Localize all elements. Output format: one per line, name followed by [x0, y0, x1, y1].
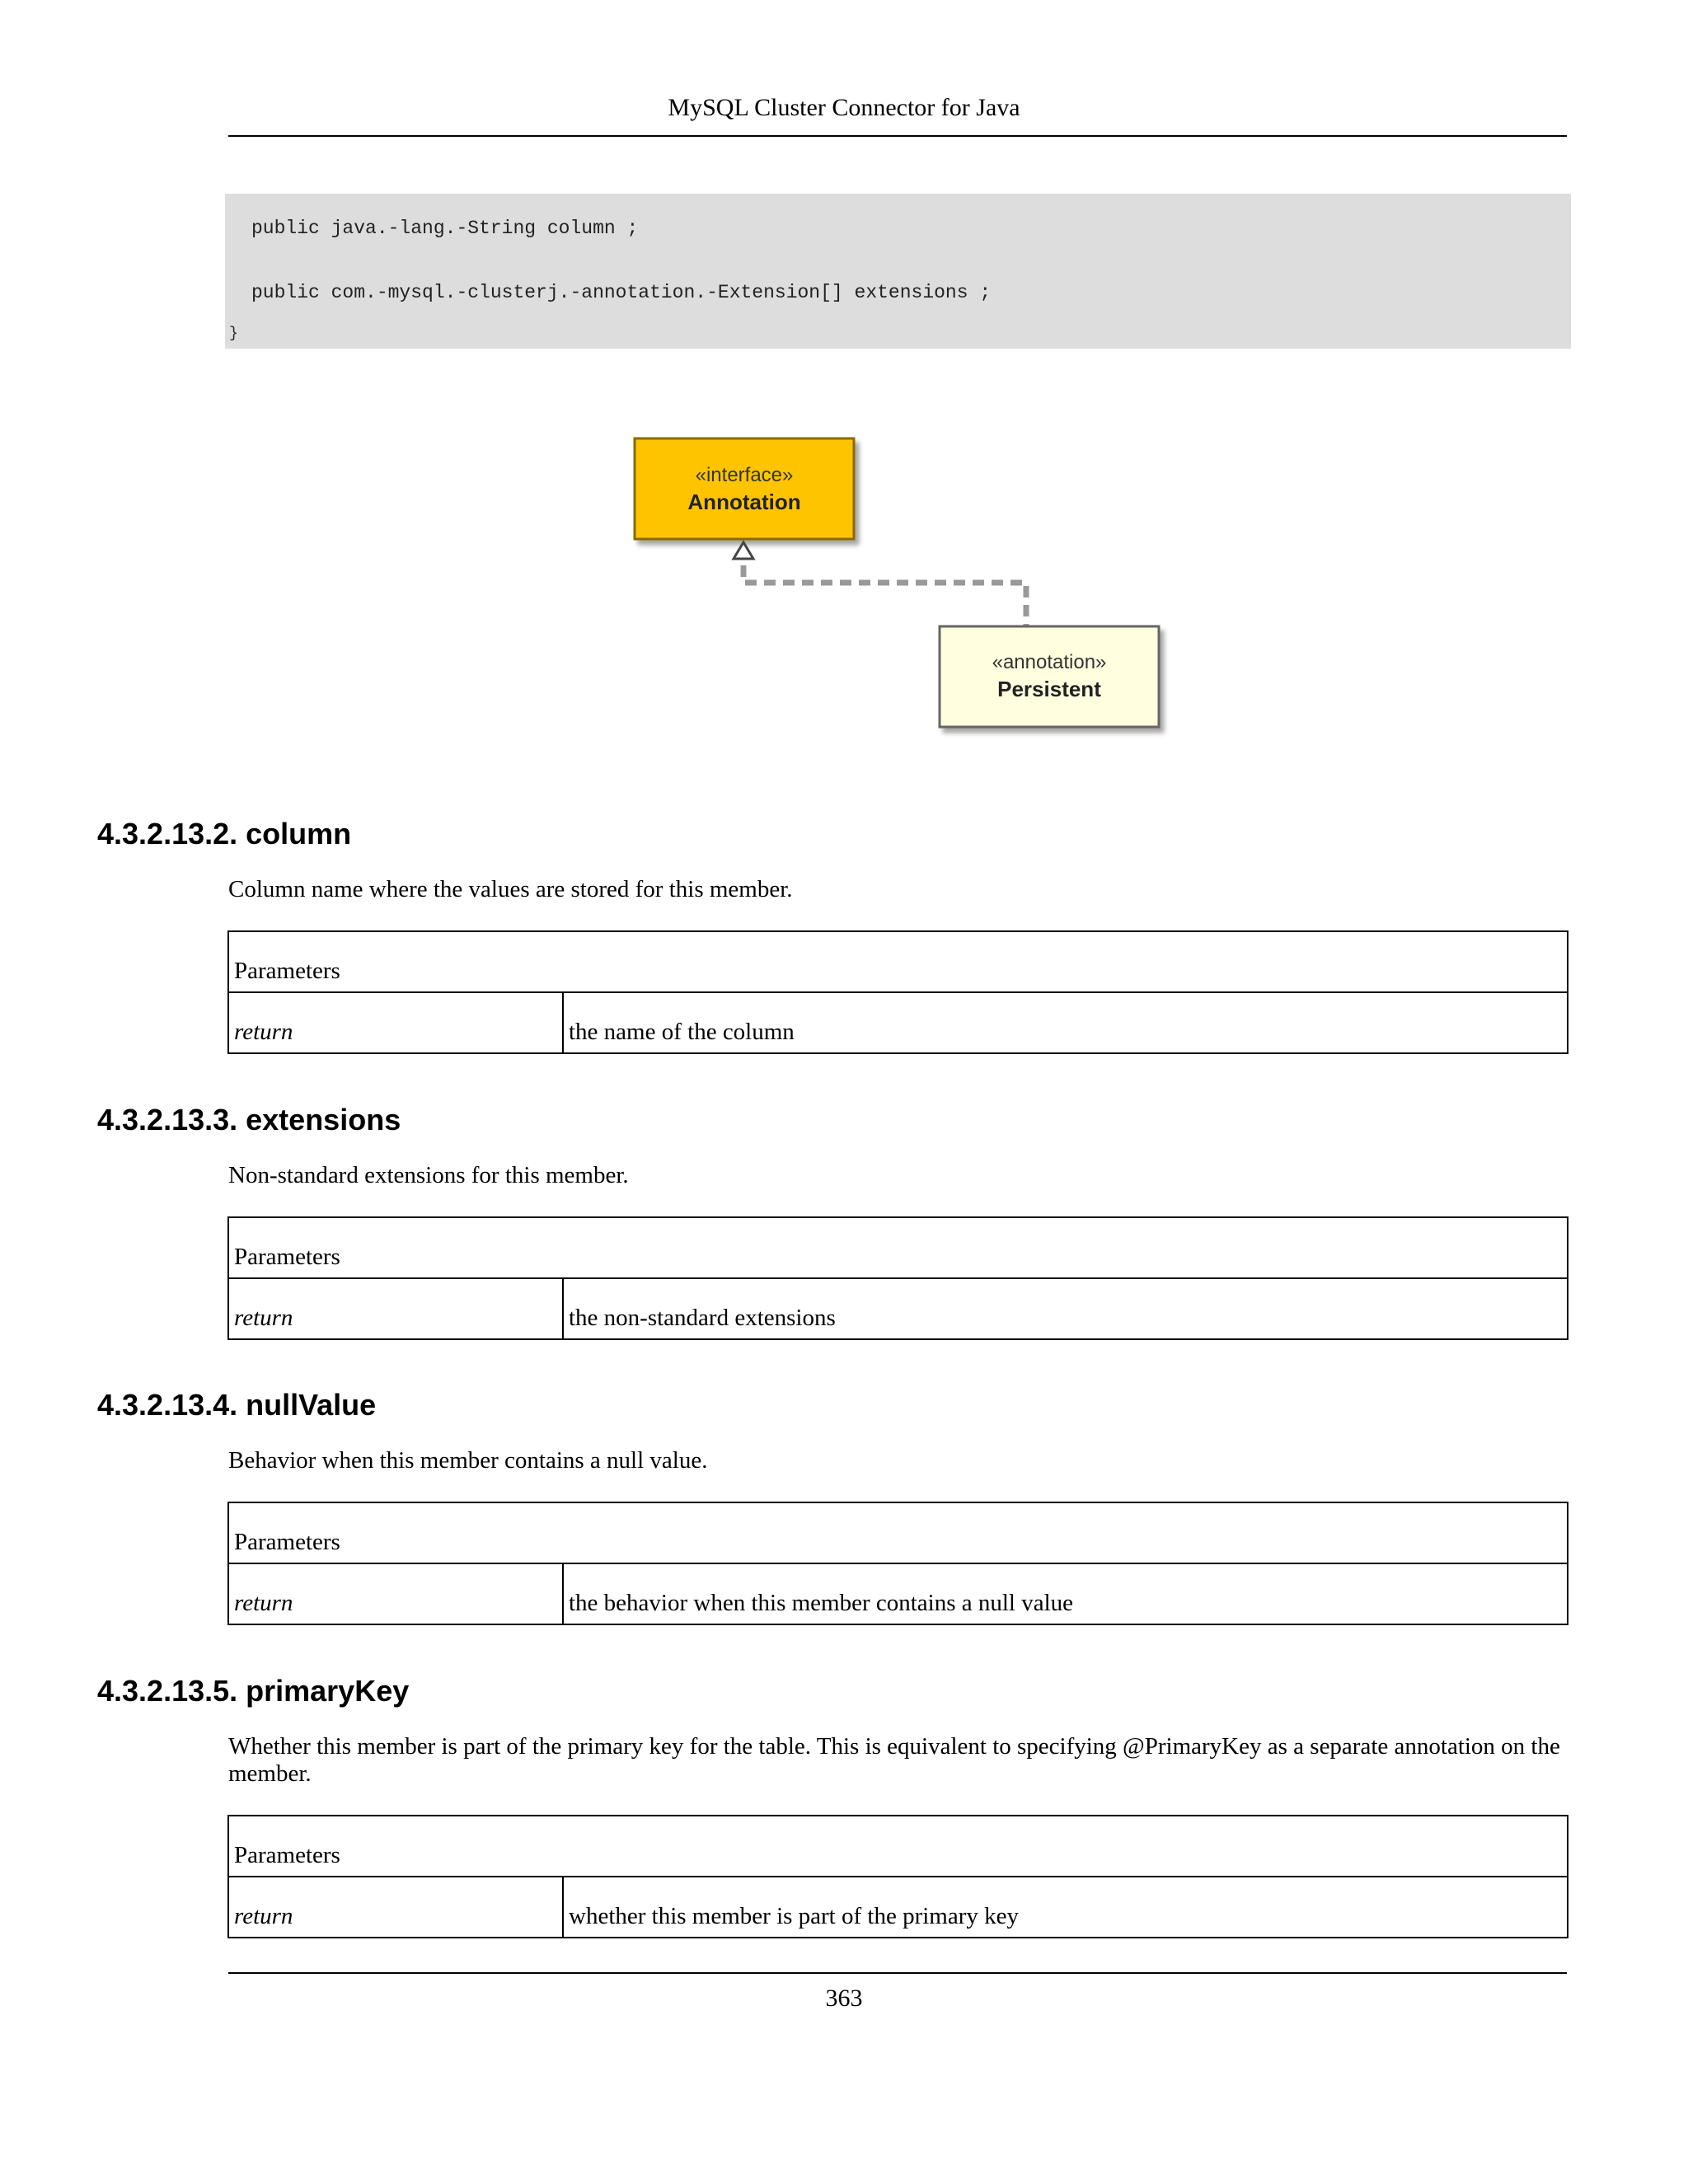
- table-row: [228, 992, 1568, 1053]
- param-name: return: [228, 1877, 563, 1938]
- section-description-primarykey: Whether this member is part of the primary key for the table. This is equivalent to specifying @PrimaryKey as a separate annotation on the member.: [228, 1733, 1560, 1787]
- section-title-column: 4.3.2.13.2. column: [97, 817, 352, 851]
- section-description-extensions: Non-standard extensions for this member.: [228, 1162, 629, 1188]
- code-block: [225, 194, 1571, 349]
- realization-connector: [743, 565, 1026, 626]
- param-description: whether this member is part of the primary key: [563, 1877, 1568, 1938]
- table-row: [228, 1502, 1568, 1563]
- realization-arrowhead-icon: [734, 542, 753, 559]
- table-header-parameters: Parameters: [228, 1502, 1568, 1563]
- interface-name: Annotation: [687, 490, 801, 514]
- parameters-table-nullvalue: [227, 1502, 1568, 1625]
- interface-stereotype: «interface»: [695, 464, 794, 486]
- section-title-extensions: 4.3.2.13.3. extensions: [97, 1103, 401, 1137]
- page-number: 363: [825, 1985, 863, 2012]
- parameters-table-column: [227, 930, 1568, 1054]
- table-row: [228, 1563, 1568, 1624]
- code-line-column: public java.-lang.-String column ;: [251, 218, 639, 239]
- param-description: the behavior when this member contains a null value: [563, 1563, 1568, 1624]
- table-row: [228, 1816, 1568, 1877]
- section-title-nullvalue: 4.3.2.13.4. nullValue: [97, 1388, 377, 1422]
- param-name: return: [228, 992, 563, 1053]
- table-header-parameters: Parameters: [228, 1816, 1568, 1877]
- footer-rule: [228, 1972, 1567, 1974]
- param-name: return: [228, 1278, 563, 1339]
- section-title-primarykey: 4.3.2.13.5. primaryKey: [97, 1674, 410, 1708]
- uml-class-diagram: [610, 420, 1187, 766]
- param-name: return: [228, 1563, 563, 1624]
- table-row: [228, 1217, 1568, 1278]
- param-description: the non-standard extensions: [563, 1278, 1568, 1339]
- section-description-column: Column name where the values are stored for this member.: [228, 876, 793, 902]
- section-description-nullvalue: Behavior when this member contains a null value.: [228, 1447, 708, 1474]
- annotation-stereotype: «annotation»: [992, 651, 1107, 673]
- code-line-extensions: public com.-mysql.-clusterj.-annotation.-Extension[] extensions ;: [251, 282, 992, 303]
- param-description: the name of the column: [563, 992, 1568, 1053]
- annotation-name: Persistent: [997, 677, 1101, 701]
- table-header-parameters: Parameters: [228, 1217, 1568, 1278]
- table-header-parameters: Parameters: [228, 931, 1568, 992]
- parameters-table-primarykey: [227, 1815, 1568, 1938]
- parameters-table-extensions: [227, 1216, 1568, 1340]
- running-header: MySQL Cluster Connector for Java: [668, 94, 1020, 121]
- table-row: [228, 1278, 1568, 1339]
- table-row: [228, 931, 1568, 992]
- header-rule: [228, 135, 1567, 137]
- table-row: [228, 1877, 1568, 1938]
- code-line-close-brace: }: [229, 326, 238, 342]
- interface-box: [635, 438, 854, 539]
